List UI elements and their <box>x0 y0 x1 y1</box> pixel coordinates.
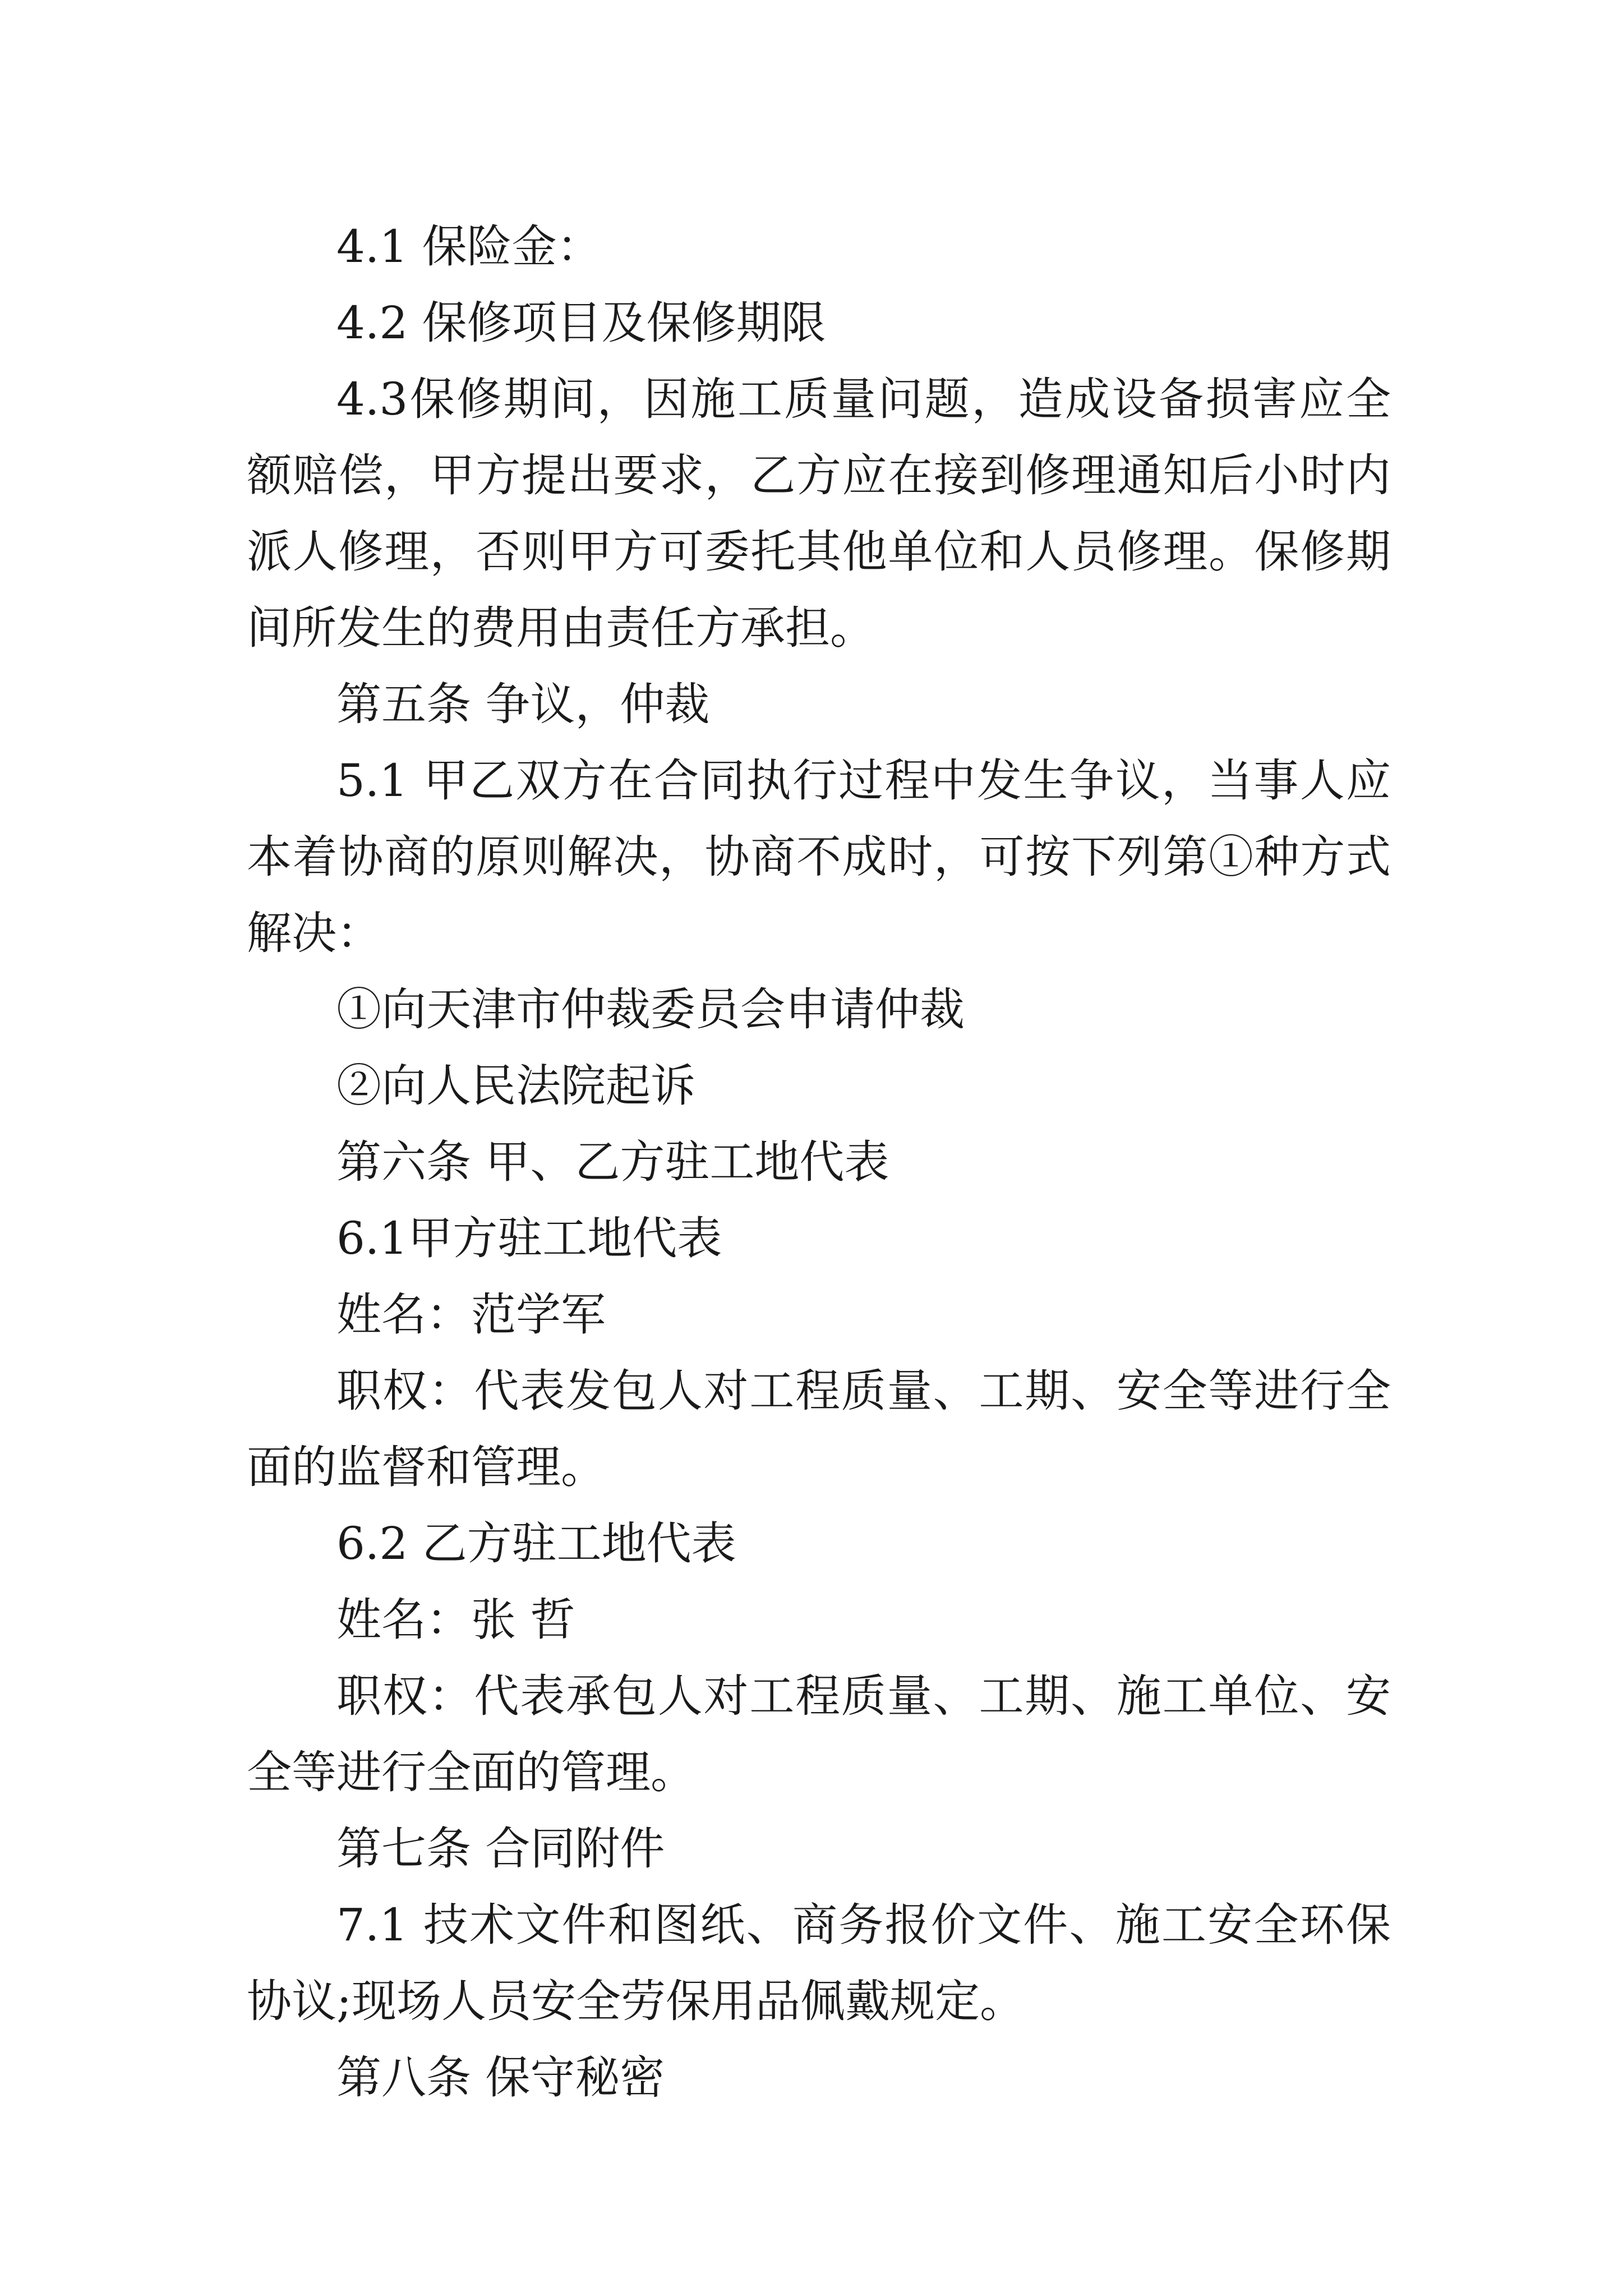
article-5-heading: 第五条 争议，仲裁 <box>336 678 710 730</box>
paragraph-4-2: 4.2 保修项目及保修期限 <box>336 297 826 349</box>
paragraph-5-1: 5.1 甲乙双方在合同执行过程中发生争议，当事人应本着协商的原则解决，协商不成时，可按下列第①种方式解决： <box>247 754 1391 959</box>
paragraph-6-1: 6.1甲方驻工地代表 <box>336 1212 722 1264</box>
party-a-rep-authority: 职权：代表发包人对工程质量、工期、安全等进行全面的监督和管理。 <box>247 1365 1391 1493</box>
article-8-heading: 第八条 保守秘密 <box>336 2051 665 2104</box>
paragraph-4-3: 4.3保修期间，因施工质量问题，造成设备损害应全额赔偿，甲方提出要求，乙方应在接到修理通知后小时内派人修理，否则甲方可委托其他单位和人员修理。保修期间所发生的费用由责任方承担。 <box>247 373 1391 654</box>
party-b-rep-name: 姓名：张 哲 <box>336 1594 575 1646</box>
dispute-option-1: ①向天津市仲裁委员会申请仲裁 <box>336 983 965 1036</box>
dispute-option-2: ②向人民法院起诉 <box>336 1060 695 1112</box>
article-7-heading: 第七条 合同附件 <box>336 1823 665 1875</box>
paragraph-4-1: 4.1 保险金： <box>336 220 602 273</box>
paragraph-6-2: 6.2 乙方驻工地代表 <box>336 1517 736 1570</box>
article-6-heading: 第六条 甲、乙方驻工地代表 <box>336 1136 889 1188</box>
party-a-rep-name: 姓名：范学军 <box>336 1289 606 1341</box>
party-b-rep-authority: 职权：代表承包人对工程质量、工期、施工单位、安全等进行全面的管理。 <box>247 1670 1391 1798</box>
paragraph-7-1: 7.1 技术文件和图纸、商务报价文件、施工安全环保协议;现场人员安全劳保用品佩戴规定。 <box>247 1899 1391 2027</box>
document-page <box>247 209 1391 2116</box>
